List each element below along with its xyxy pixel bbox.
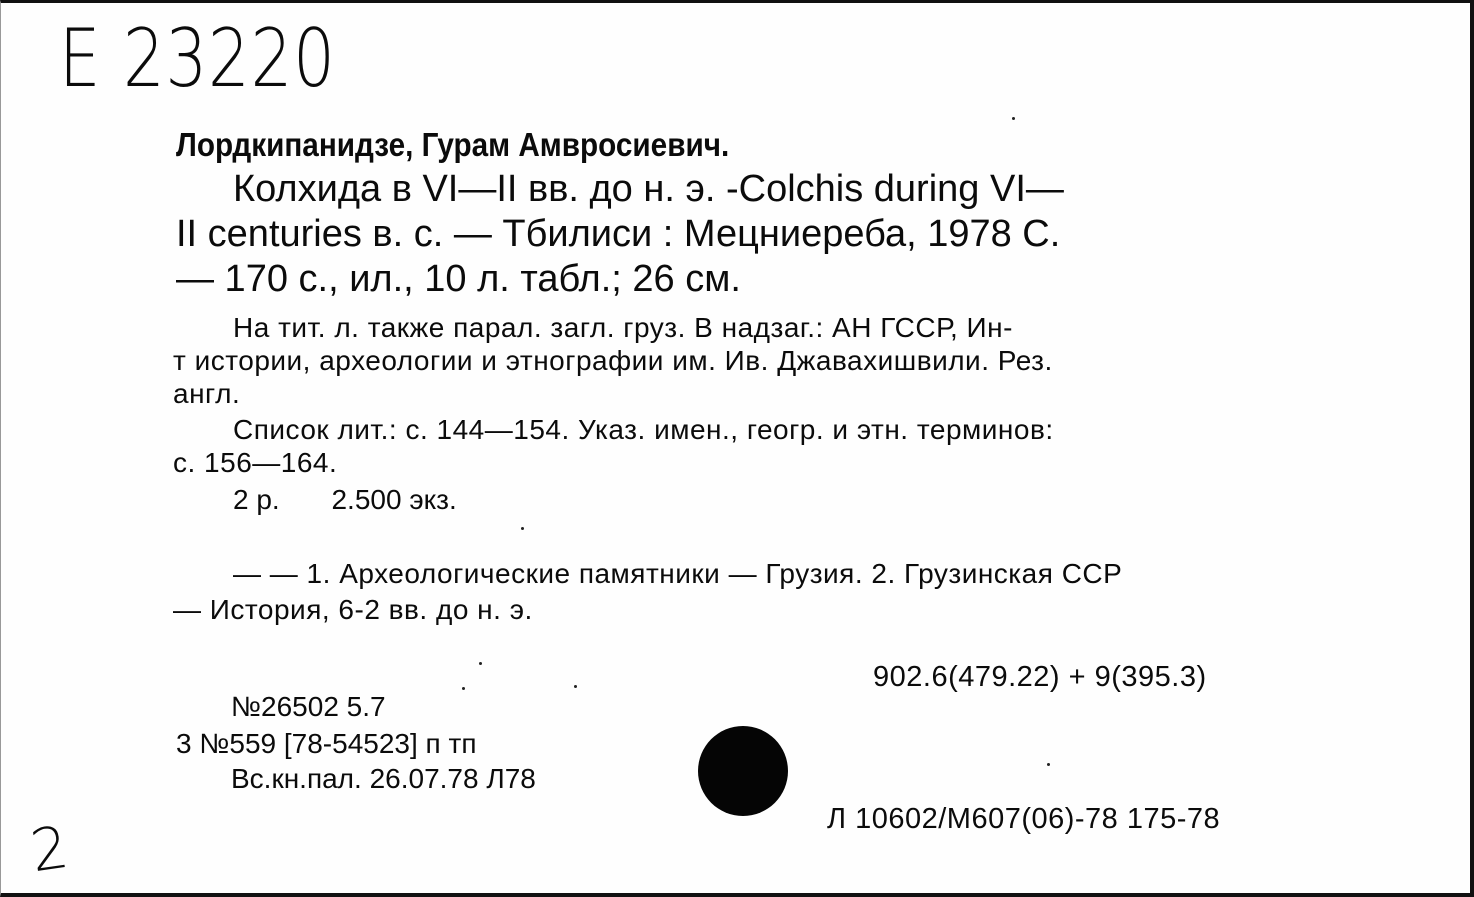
- note-line: с. 156—164.: [173, 447, 338, 478]
- book-chamber-stamp: Вс.кн.пал. 26.07.78 Л78: [231, 763, 536, 794]
- speck: [479, 662, 482, 665]
- subject-line: — — 1. Археологические памятники — Грузия. 2. Грузинская ССР: [233, 558, 1123, 589]
- pencil-mark: 2: [26, 812, 73, 886]
- speck: [462, 687, 465, 690]
- note-title-page: [173, 311, 1343, 410]
- author-heading: Лордкипанидзе, Гурам Амвросиевич.: [176, 126, 730, 163]
- inventory-number: E 23220: [59, 12, 336, 105]
- punch-hole: [698, 726, 788, 816]
- subject-headings: [173, 556, 1343, 628]
- speck: [521, 527, 524, 530]
- price-cost: 2 р.: [233, 484, 280, 515]
- registration-number: №26502 5.7: [231, 691, 386, 722]
- note-bibliography: [173, 413, 1343, 479]
- subject-line: — История, 6-2 вв. до н. э.: [173, 594, 533, 625]
- note-line: На тит. л. также парал. загл. груз. В надзаг.: АН ГССР, Ин-: [233, 312, 1013, 343]
- price-line: [233, 483, 501, 516]
- note-line: англ.: [173, 378, 241, 409]
- speck: [1012, 117, 1015, 120]
- title-line: — 170 с., ил., 10 л. табл.; 26 см.: [176, 258, 741, 300]
- title-line: Колхида в VI—II вв. до н. э. -Colchis during VI—: [233, 168, 1064, 210]
- title-description: [176, 167, 1341, 302]
- udc-classification: 902.6(479.22) + 9(395.3): [873, 661, 1207, 693]
- print-run: 2.500 экз.: [331, 484, 457, 515]
- speck: [1047, 763, 1050, 766]
- title-line: II centuries в. с. — Тбилиси : Мецниереба, 1978 С.: [176, 213, 1061, 255]
- publisher-code: Л 10602/М607(06)-78 175-78: [827, 803, 1221, 835]
- note-line: Список лит.: с. 144—154. Указ. имен., геогр. и этн. терминов:: [233, 414, 1054, 445]
- speck: [574, 685, 577, 688]
- order-number: 3 №559 [78-54523] п тп: [176, 728, 477, 759]
- note-line: т истории, археологии и этнографии им. Ив. Джавахишвили. Рез.: [173, 345, 1053, 376]
